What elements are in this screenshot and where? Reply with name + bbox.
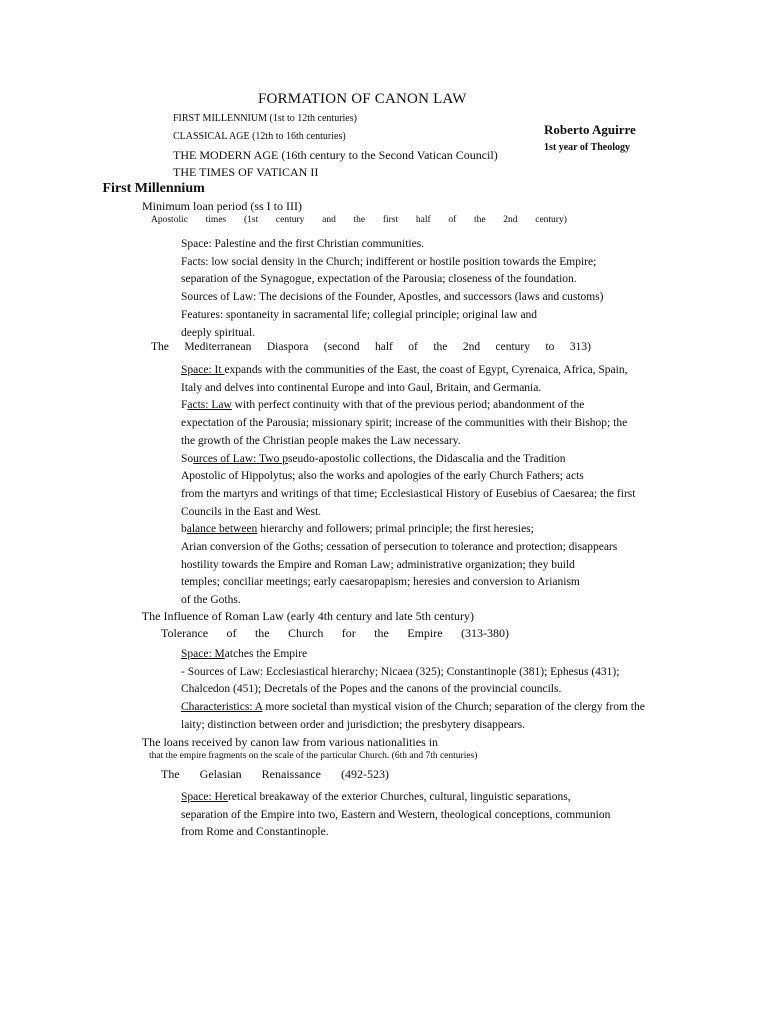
period-line [151,215,567,225]
period-word: of [448,215,457,225]
period-word: the [254,626,270,640]
period-word: half [415,215,431,225]
period-word: Apostolic [151,215,188,225]
text-line: from Rome and Constantinople. [181,826,329,839]
text-line: temples; conciliar meetings; early caesaropapism; heresies and conversion to Arianism [181,576,580,589]
period-word: Renaissance [261,767,321,781]
paragraph-apostolic [181,236,679,342]
text-line: Characteristics: A more societal than mystical vision of the Church; separation of the clergy from the [181,701,645,714]
period-line [151,341,591,353]
paragraph-diaspora [181,362,681,610]
period-word: (1st [243,215,259,225]
period-word: the [353,215,366,225]
period-word: 2nd [503,215,518,225]
text-line: balance between hierarchy and followers; primal principle; the first heresies; [181,523,534,536]
text-line: from the martyrs and writings of that time; Ecclesiastical History of Eusebius of Caesarea; the first [181,487,636,500]
toc-item: THE MODERN AGE (16th century to the Second Vatican Council) [173,148,498,162]
text-line: Space: Matches the Empire [181,648,308,660]
author-name: Roberto Aguirre [544,122,636,137]
period-word: and [322,215,336,225]
period-word: Empire [407,626,443,640]
text-line: laity; distinction between order and jurisdiction; the presbytery disappears. [181,718,525,731]
text-line: deeply spiritual. [181,326,256,339]
text-line: separation of the Empire into two, Eastern and Western, theological conceptions, communion [181,808,611,821]
period-word: first [382,215,399,225]
text-line: Facts: Law with perfect continuity with that of the previous period; abandonment of the [181,399,585,412]
period-word: The [151,341,169,353]
text-line: hostility towards the Empire and Roman Law; administrative organization; they build [181,558,575,571]
period-word: to [545,341,555,353]
period-word: Diaspora [266,341,309,353]
subsection-heading: The loans received by canon law from various nationalities in [141,735,439,749]
period-word: (492-523) [341,767,389,781]
subsection-heading: Minimum loan period (ss I to III) [142,199,302,213]
period-word: the [433,341,448,353]
text-line: the growth of the Christian people makes the Law necessary. [181,434,461,447]
period-word: the [374,626,389,640]
text-line: Apostolic of Hippolytus; also the works and apologies of the early Church Fathers; acts [181,470,584,483]
period-word: 2nd [462,341,481,353]
period-word: century) [535,215,567,225]
toc-item: THE TIMES OF VATICAN II [173,165,319,179]
period-word: times [205,215,227,225]
text-line: Features: spontaneity in sacramental life; collegial principle; original law and [181,308,538,321]
period-word: The [161,767,180,781]
period-word: of [408,341,418,353]
text-line: Sources of Law: Two pseudo-apostolic collections, the Didascalia and the Tradition [181,452,566,465]
text-line: Italy and delves into continental Europe and into Gaul, Britain, and Germania. [181,381,542,394]
period-word: century [495,341,530,353]
text-line: Councils in the East and West. [181,505,322,518]
paragraph-roman-law [181,646,703,735]
period-word: 313) [569,341,591,353]
section-heading: First Millennium [102,181,205,196]
period-word: Church [288,626,324,640]
text-line: Space: It expands with the communities of the East, the coast of Egypt, Cyrenaica, Africa, Spain, [181,364,628,376]
text-line: separation of the Synagogue, expectation of the Parousia; closeness of the foundation. [181,273,577,286]
text-line: expectation of the Parousia; missionary spirit; increase of the communities with their Bishop; the [181,417,628,430]
text-line: of the Goths. [181,594,241,607]
text-line: - Sources of Law: Ecclesiastical hierarchy; Nicaea (325); Constantinople (381); Ephesus (431); [181,665,620,678]
period-word: Tolerance [161,626,209,640]
paragraph-gelasian [181,789,671,842]
period-word: Mediterranean [184,341,252,353]
period-word: century [275,215,305,225]
toc-item: FIRST MILLENNIUM (1st to 12th centuries) [173,113,357,124]
text-line: Chalcedon (451); Decretals of the Popes and the canons of the provincial councils. [181,683,562,696]
subsection-subheading: that the empire fragments on the scale of the particular Church. (6th and 7th centuries) [149,751,478,761]
period-line [161,767,389,782]
text-line: Space: Heretical breakaway of the exterior Churches, cultural, linguistic separations, [181,791,571,803]
text-line: Space: Palestine and the first Christian communities. [181,238,425,250]
period-word: the [473,215,486,225]
period-word: half [374,341,393,353]
period-word: for [341,626,356,640]
period-word: (second [323,341,360,353]
toc-item: CLASSICAL AGE (12th to 16th centuries) [173,131,346,142]
text-line: Facts: low social density in the Church; indifferent or hostile position towards the Empire; [181,255,597,268]
period-word: of [226,626,237,640]
text-line: Sources of Law: The decisions of the Founder, Apostles, and successors (laws and customs) [181,291,604,304]
period-word: (313-380) [460,626,509,640]
period-word: Gelasian [199,767,242,781]
text-line: Arian conversion of the Goths; cessation of persecution to tolerance and protection; disappears [181,541,618,554]
document-title: FORMATION OF CANON LAW [258,91,467,107]
author-subtitle: 1st year of Theology [544,142,631,153]
subsection-heading: The Influence of Roman Law (early 4th century and late 5th century) [141,609,474,623]
period-line [161,626,509,641]
